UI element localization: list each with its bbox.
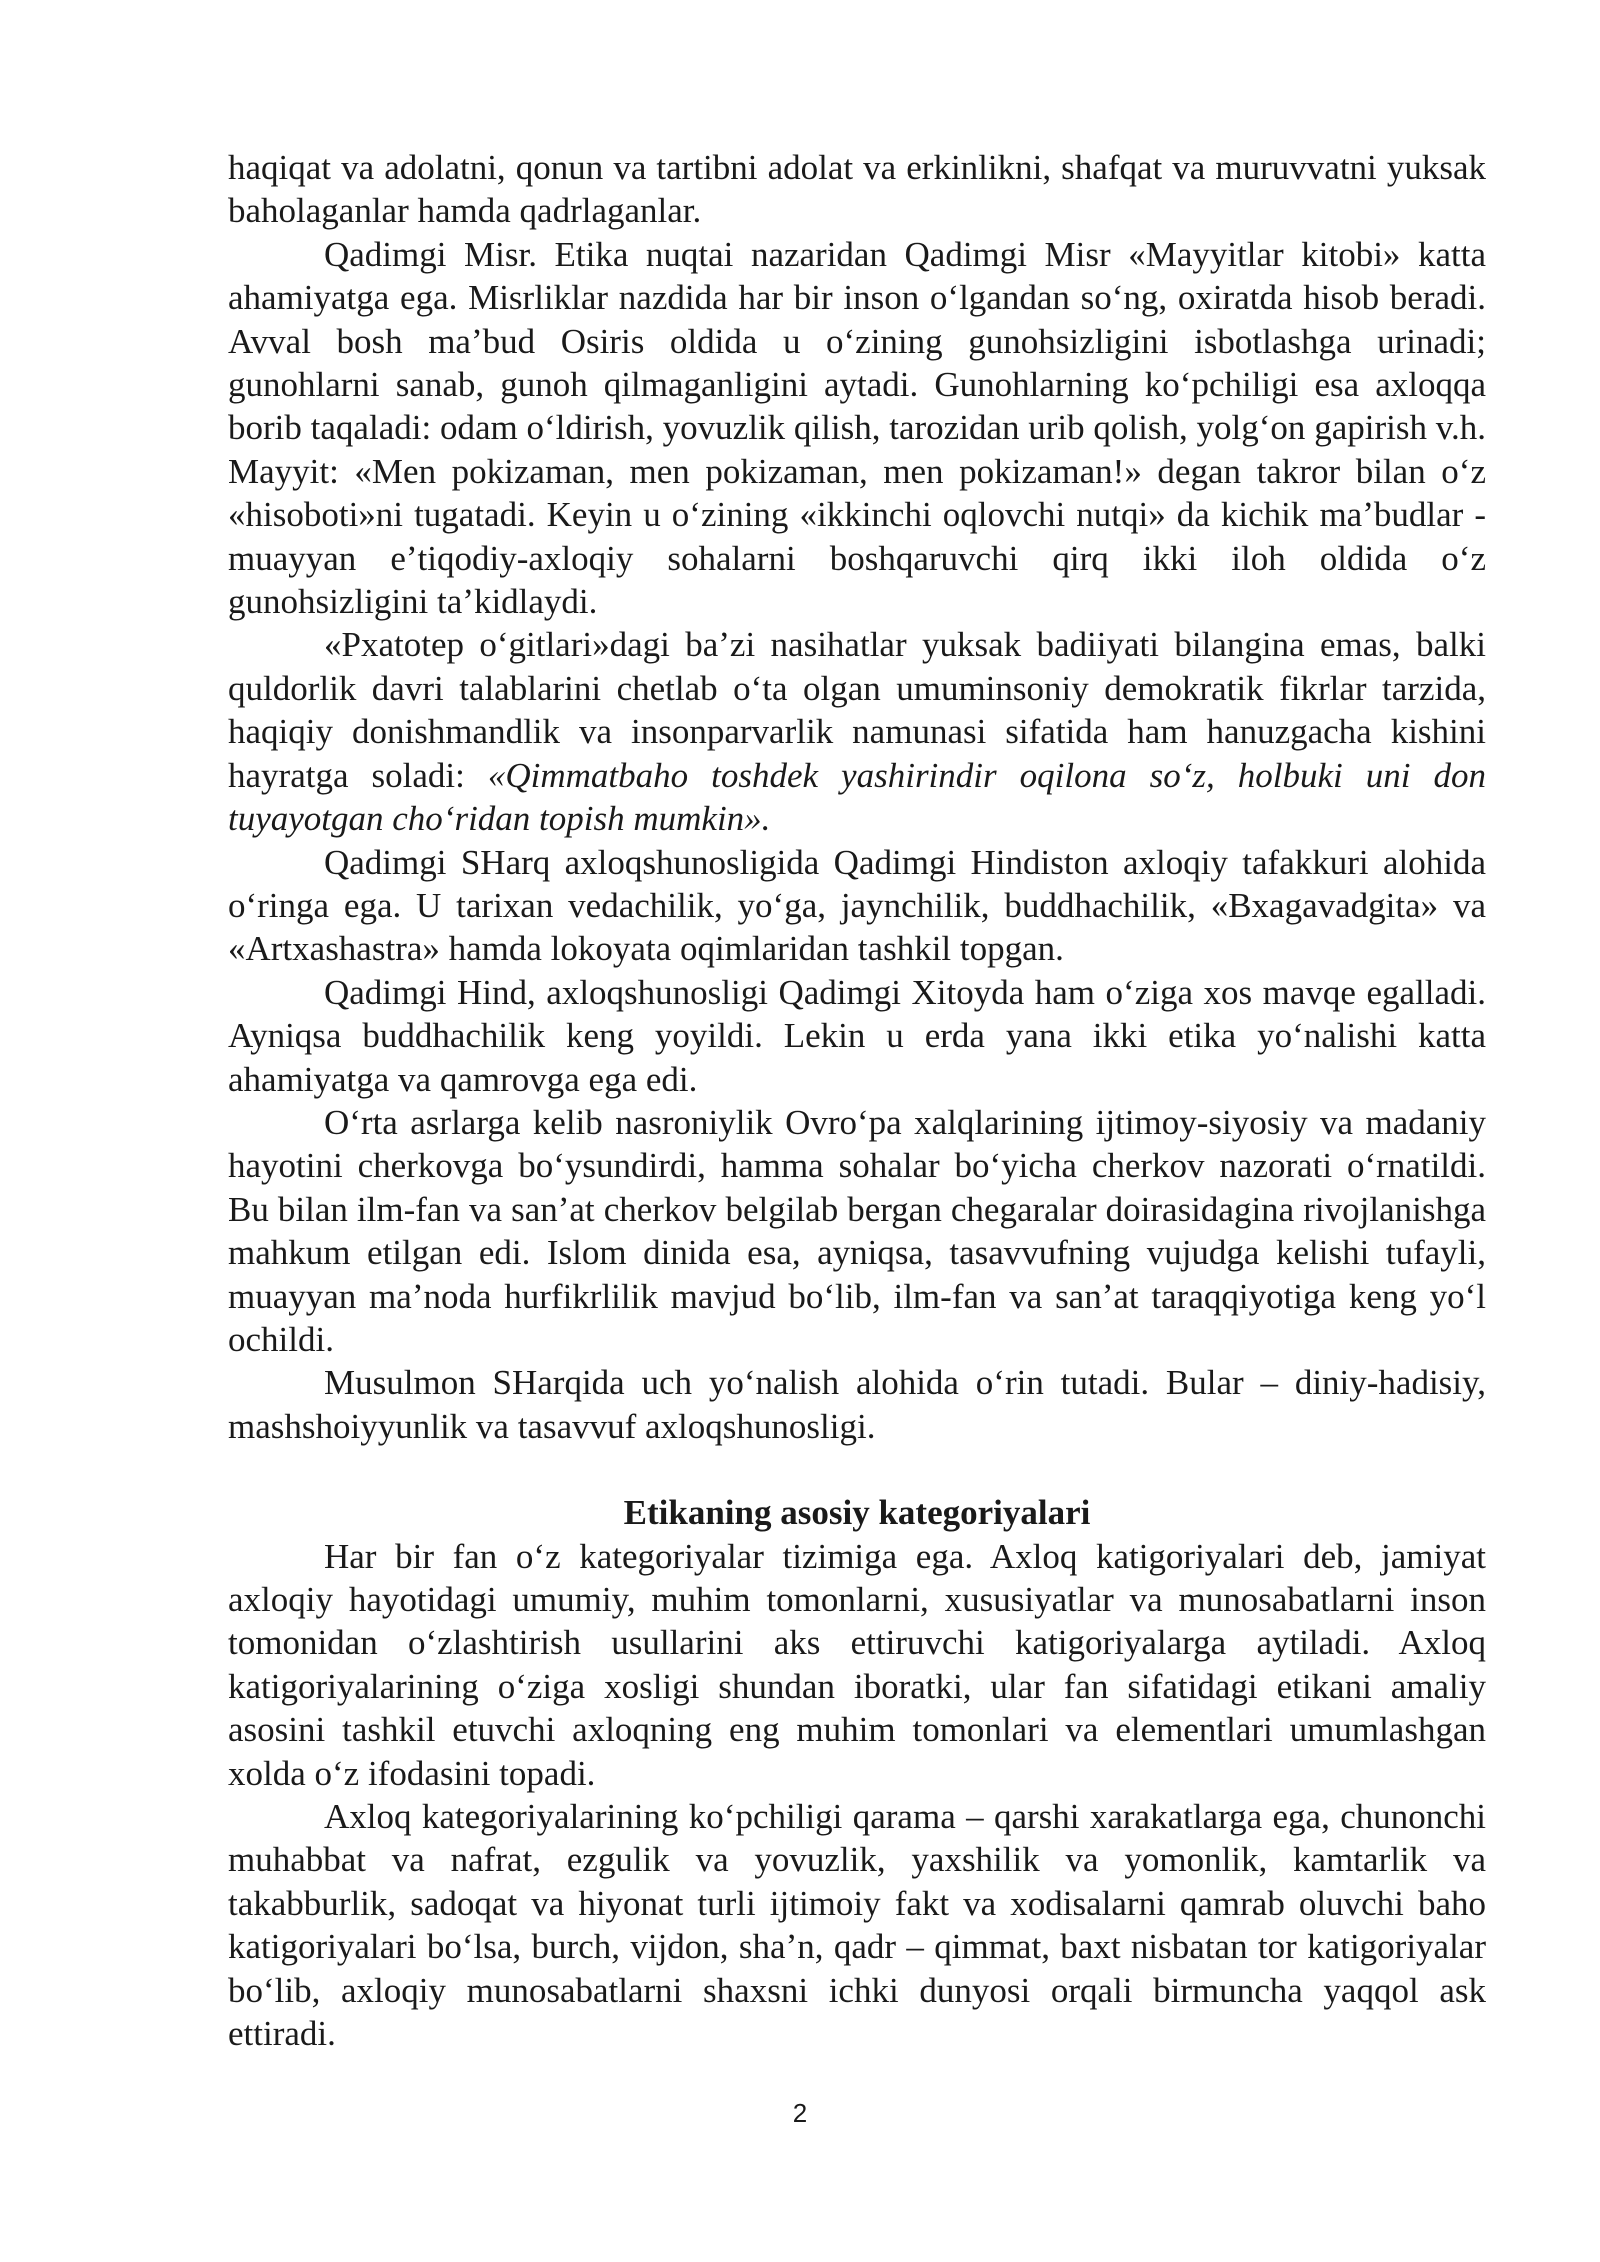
paragraph-categories-opposites: Axloq kategoriyalarining koʻpchiligi qarama – qarshi xarakatlarga ega, chunonchi muhabbat va nafrat, ezgulik va yovuzlik, yaxshilik va yomonlik, kamtarlik va takabburlik, sadoqat va hiyonat turli ijtimoiy fakt va xodisalarni qamrab oluvchi baho katigoriyalari boʻlsa, burch, vijdon, shaʼn, qadr – qimmat, baxt nisbatan tor katigoriyalar boʻlib, axloqiy munosabatlarni shaxsni ichki dunyosi orqali birmuncha yaqqol ask ettiradi. — [228, 1797, 1486, 2054]
paragraph-ancient-china: Qadimgi Hind, axloqshunosligi Qadimgi Xitoyda ham oʻziga xos mavqe egalladi. Ayniqsa buddhachilik keng yoyildi. Lekin u erda yana ikki etika yoʻnalishi katta ahamiyatga va qamrovga ega edi. — [228, 972, 1486, 1099]
paragraph-middle-ages: Oʻrta asrlarga kelib nasroniylik Ovroʻpa xalqlarining ijtimoy-siyosiy va madaniy hayotini cherkovga boʻysundirdi, hamma sohalar boʻyicha cherkov nazorati oʻrnatildi. Bu bilan ilm-fan va sanʼat cherkov belgilab bergan chegaralar doirasidagina rivojlanishga mahkum etilgan edi. Islom dinida esa, ayniqsa, tasavvufning vujudga kelishi tufayli, muayyan maʼnoda hurfikrlilik mavjud boʻlib, ilm-fan va sanʼat taraqqiyotiga keng yoʻl ochildi. — [228, 1102, 1486, 1359]
paragraph-categories-definition: Har bir fan oʻz kategoriyalar tizimiga ega. Axloq katigoriyalari deb, jamiyat axloqiy hayotidagi umumiy, muhim tomonlarni, xususiyatlar va munosabatlarni inson tomonidan oʻzlashtirish usullarini aks ettiruvchi katigoriyalarga aytiladi. Axloq katigoriyalarining oʻziga xosligi shundan iboratki, ular fan sifatidagi etikani amaliy asosini tashkil etuvchi axloqning eng muhim tomonlari va elementlari umumlashgan xolda oʻz ifodasini topadi. — [228, 1536, 1486, 1793]
paragraph-continuation: haqiqat va adolatni, qonun va tartibni adolat va erkinlikni, shafqat va muruvvatni yuksak baholaganlar hamda qadrlaganlar. — [228, 148, 1486, 231]
document-page — [228, 146, 1486, 2055]
ptahhotep-text: «Pxatotep oʻgitlari»dagi baʼzi nasihatlar yuksak badiiyati bilangina emas, balki quldorlik davri talablarini chetlab oʻta olgan umuminsoniy demokratik fikrlar tarzida, haqiqiy donishmandlik va insonparvarlik namunasi sifatida ham hanuzgacha kishini hayratga soladi: — [228, 625, 1486, 795]
section-heading: Etikaning asosiy kategoriyalari — [623, 1493, 1091, 1533]
paragraph-muslim-east: Musulmon SHarqida uch yoʻnalish alohida oʻrin tutadi. Bular – diniy-hadisiy, mashshoiyyunlik va tasavvuf axloqshunosligi. — [228, 1363, 1486, 1446]
page-number: 2 — [792, 2098, 808, 2128]
paragraph-ancient-egypt: Qadimgi Misr. Etika nuqtai nazaridan Qadimgi Misr «Mayyitlar kitobi» katta ahamiyatga ega. Misrliklar nazdida har bir inson oʻlgandan soʻng, oxiratda hisob beradi. Avval bosh maʼbud Osiris oldida u oʻzining gunohsizligini isbotlashga urinadi; gunohlarni sanab, gunoh qilmaganligini aytadi. Gunohlarning koʻpchiligi esa axloqqa borib taqaladi: odam oʻldirish, yovuzlik qilish, tarozidan urib qolish, yolgʻon gapirish v.h. Mayyit: «Men pokizaman, men pokizaman, men pokizaman!» degan takror bilan oʻz «hisoboti»ni tugatadi. Keyin u oʻzining «ikkinchi oqlovchi nutqi» da kichik maʼbudlar - muayyan eʼtiqodiy-axloqiy sohalarni boshqaruvchi qirq ikki iloh oldida oʻz gunohsizligini taʼkidlaydi. — [228, 234, 1486, 622]
paragraph-ptahhotep — [228, 623, 1486, 840]
paragraph-ancient-india: Qadimgi SHarq axloqshunosligida Qadimgi Hindiston axloqiy tafakkuri alohida oʻringa ega. U tarixan vedachilik, yoʻga, jaynchilik, buddhachilik, «Bxagavadgita» va «Artxashastra» hamda lokoyata oqimlaridan tashkil topgan. — [228, 842, 1486, 969]
ptahhotep-quote: «Qimmatbaho toshdek yashirindir oqilona soʻz, holbuki uni don tuyayotgan choʻridan topish mumkin». — [228, 755, 1487, 839]
